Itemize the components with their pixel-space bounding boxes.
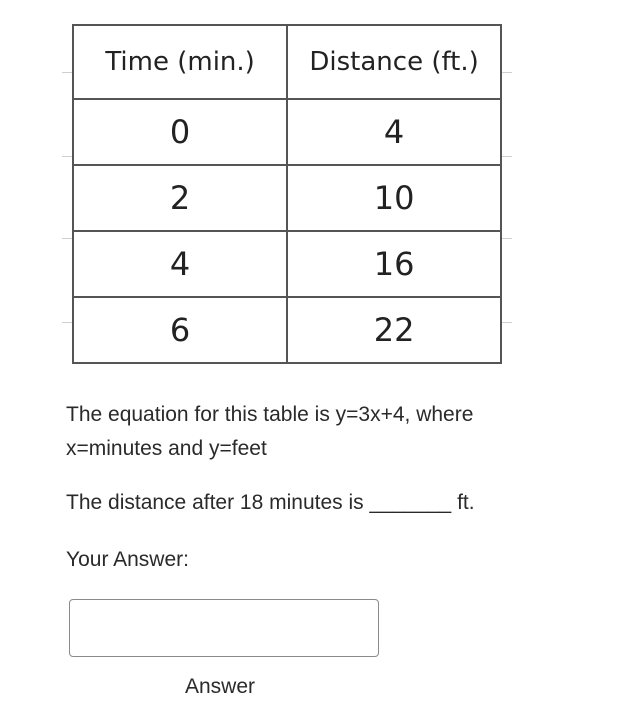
- scan-artifact-line: [62, 72, 72, 73]
- time-cell: 6: [73, 297, 287, 363]
- fill-in-prompt: The distance after 18 minutes is _______ ft.: [66, 491, 475, 514]
- time-cell: 0: [73, 99, 287, 165]
- distance-cell: 16: [287, 231, 501, 297]
- time-cell: 2: [73, 165, 287, 231]
- answer-field-label: Answer: [185, 675, 256, 698]
- scan-artifact-line: [502, 322, 512, 323]
- scan-artifact-line: [502, 238, 512, 239]
- distance-cell: 10: [287, 165, 501, 231]
- time-column-header: Time (min.): [73, 25, 287, 99]
- scan-artifact-line: [502, 156, 512, 157]
- table-row: [73, 99, 501, 165]
- time-distance-table: [72, 24, 502, 364]
- table-row: [73, 297, 501, 363]
- distance-cell: 22: [287, 297, 501, 363]
- answer-input[interactable]: [69, 599, 379, 657]
- table-header-row: [73, 25, 501, 99]
- scan-artifact-line: [62, 156, 72, 157]
- table-row: [73, 165, 501, 231]
- data-table-container: [72, 24, 502, 354]
- question-text: [66, 398, 566, 466]
- question-line: x=minutes and y=feet: [66, 437, 267, 460]
- scan-artifact-line: [502, 72, 512, 73]
- table-row: [73, 231, 501, 297]
- scan-artifact-line: [62, 322, 72, 323]
- question-line: The equation for this table is y=3x+4, where: [66, 403, 474, 426]
- scan-artifact-line: [62, 238, 72, 239]
- distance-column-header: Distance (ft.): [287, 25, 501, 99]
- distance-cell: 4: [287, 99, 501, 165]
- your-answer-heading: Your Answer:: [66, 548, 189, 571]
- time-cell: 4: [73, 231, 287, 297]
